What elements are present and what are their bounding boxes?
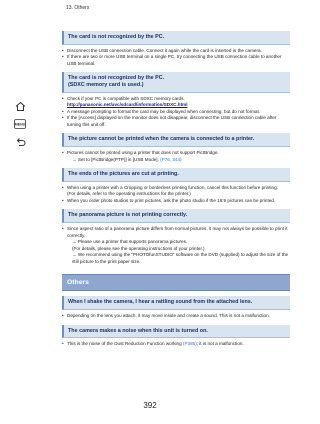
sub-text: → Set to [PictBridge(PTP)] in [USB Mode]. [72,156,159,162]
bullet-text: This is the noise of the Dust Reduction Function working [67,341,182,347]
bullet-item: • Disconnect the USB connection cable. Connect it again while the card is inserted in the camera. [62,48,290,55]
troubleshooting-topic [62,325,290,348]
sub-text: (For details, refer to the operating instructions for the printer.) [67,191,191,197]
home-icon[interactable] [14,100,26,112]
bullet-text: Since aspect ratio of a panorama picture differs from normal pictures, it may not always be possible to print it correctly. [67,226,288,238]
page-reference-link[interactable]: (P385) [182,341,197,347]
troubleshooting-topic [62,296,290,319]
sub-text: (For details, please see the operating instructions of your printer.) [72,245,205,251]
bullet-text: Check if your PC is compatible with SDXC memory cards. [67,95,185,101]
troubleshooting-topic [62,72,290,128]
back-icon[interactable] [14,136,26,148]
page-number: 392 [143,401,157,410]
side-navigation [14,100,30,154]
sub-text: → We recommend using the “PHOTOfunSTUDIO” software on the DVD (supplied) to adjust the size of the still picture to the print paper size. [72,252,289,264]
bullet-item: • A message prompting to format the card may be displayed when connecting, but do not format. [62,109,290,116]
bullet-item [62,185,290,198]
topic-header-line1: The card is not recognized by the PC. [68,75,165,82]
troubleshooting-topic [62,209,290,265]
bullet-item [62,150,290,163]
sub-instruction [67,157,290,164]
bullet-item [62,226,290,265]
bullet-item [62,96,290,109]
topic-header [62,72,290,93]
bullet-text: When using a printer with a Cropping or borderless printing function, cancel this function before printing. [67,184,278,190]
topic-header: The picture cannot be printed when the camera is connected to a printer. [62,133,290,147]
bullet-text-end: ; it is not a malfunction. [196,341,244,347]
page-content [62,26,290,348]
bullet-item: • Depending on the lens you attach, it may move inside and create a sound. This is not a malfunction. [62,313,290,320]
topic-header: When I shake the camera, I hear a rattling sound from the attached lens. [62,296,290,310]
troubleshooting-topic [62,133,290,163]
sub-text: → Please use a printer that supports panorama pictures. [72,239,188,245]
chapter-title: 13. Others [66,5,90,11]
menu-icon-label: MENU [14,122,26,127]
menu-icon[interactable] [14,118,26,130]
topic-header-line2: (SDXC memory card is used.) [68,82,144,89]
bullet-text: Pictures cannot be printed using a printer that does not support PictBridge. [67,150,219,156]
page-reference-link[interactable]: (P76, 344) [160,156,182,162]
section-header-others: Others [62,274,290,291]
sdxc-info-link[interactable]: http://panasonic.net/avc/sdcard/information/SDXC.html [67,102,188,108]
topic-header: The ends of the pictures are cut at printing. [62,168,290,182]
topic-header: The card is not recognized by the PC. [62,31,290,45]
troubleshooting-topic [62,31,290,67]
troubleshooting-topic [62,168,290,204]
topic-header: The panorama picture is not printing correctly. [62,209,290,223]
bullet-item: • If there are two or more USB terminal on a single PC, try connecting the USB connection cable to another USB terminal. [62,54,290,67]
bullet-item [62,341,290,348]
bullet-item: • If the [Access] displayed on the monitor does not disappear, disconnect the USB connection cable after turning this unit off. [62,115,290,128]
topic-header: The camera makes a noise when this unit is turned on. [62,325,290,339]
bullet-item: • When you order photo studios to print pictures, ask the photo studio if the 16:9 pictures can be printed. [62,198,290,205]
